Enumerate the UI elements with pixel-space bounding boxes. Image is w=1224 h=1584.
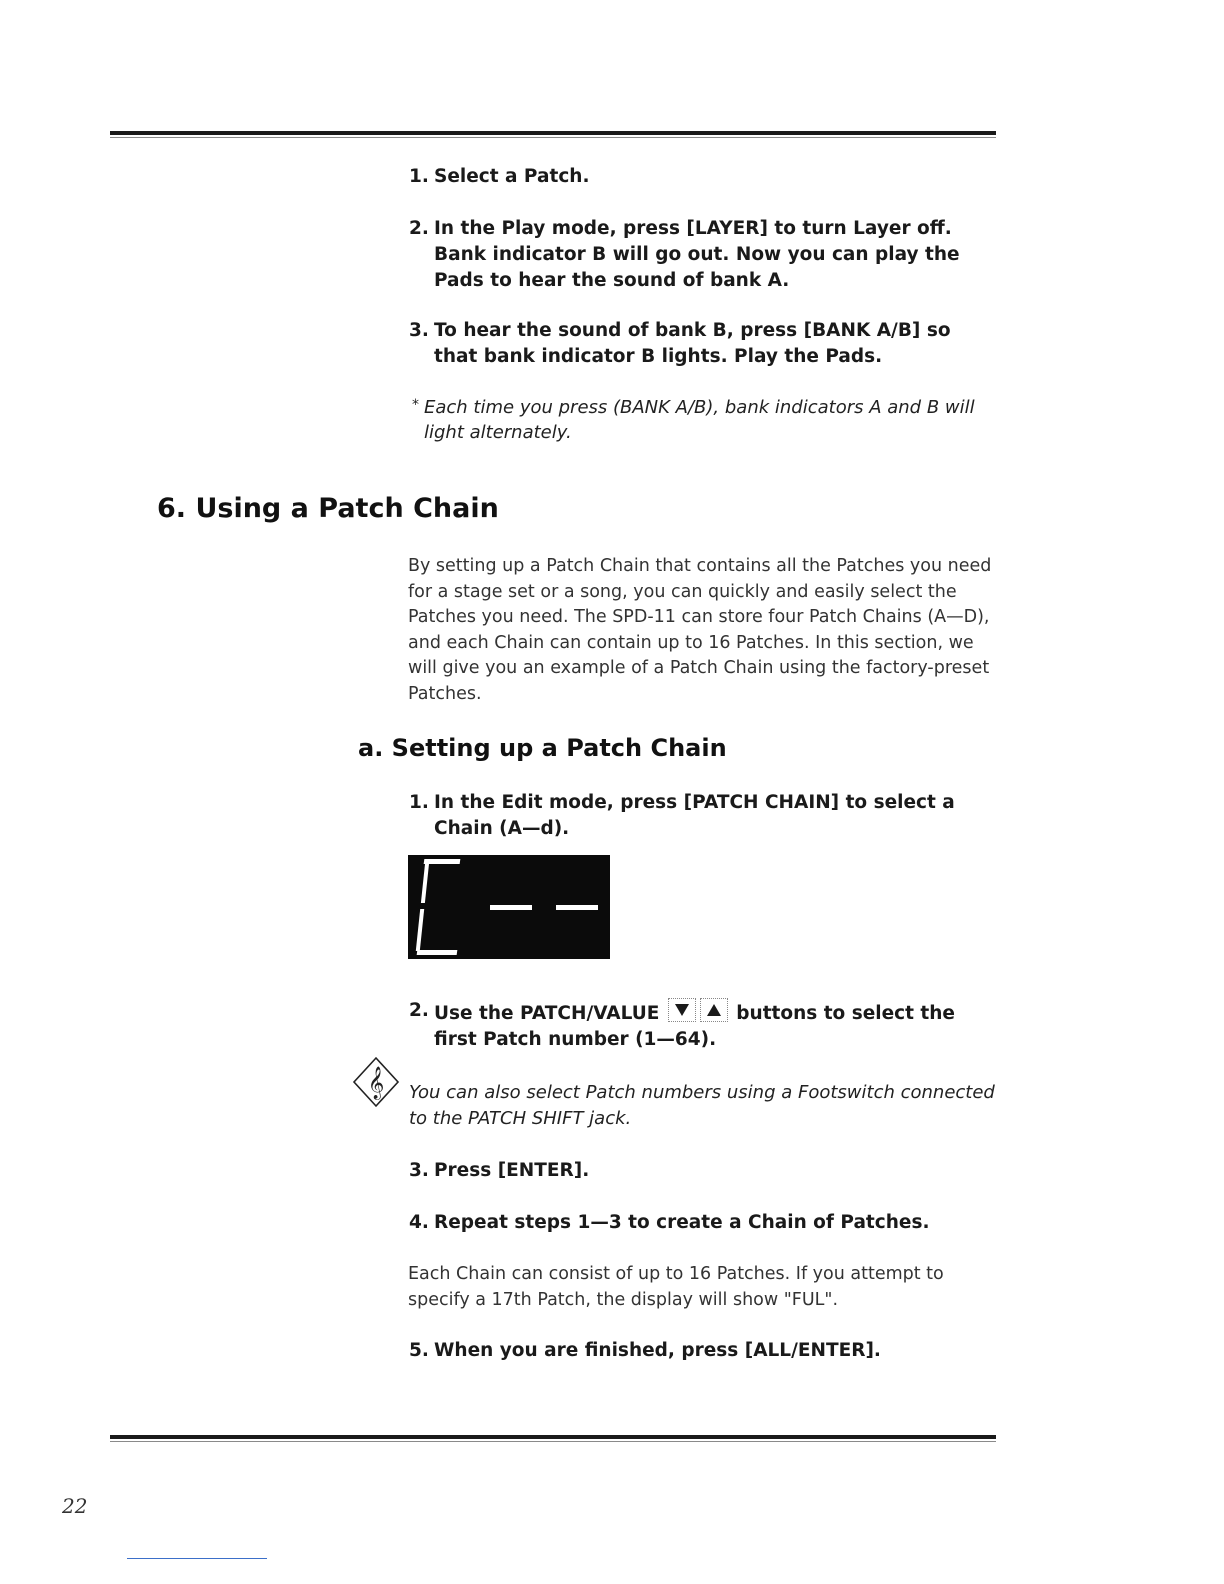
dash-segment [490,905,532,910]
step-bank-b [409,318,999,370]
step-patch-value [409,998,999,1053]
step-number: 1. [409,792,429,813]
step-text: Repeat steps 1—3 to create a Chain of Patches. [434,1212,930,1233]
step-number: 1. [409,166,429,187]
step-text: When you are finished, press [ALL/ENTER]. [434,1340,881,1361]
step-text: To hear the sound of bank B, press [BANK A/B] so that bank indicator B lights. Play the Pads. [434,320,951,367]
step-number: 4. [409,1212,429,1233]
dash-segment [556,905,598,910]
tip-text: You can also select Patch numbers using a Footswitch connected to the PATCH SHIFT jack. [409,1082,995,1129]
step-number: 2. [409,218,429,239]
step-text: Press [ENTER]. [434,1160,590,1181]
step-text-before: Use the PATCH/VALUE [434,1003,660,1024]
chain-limit-paragraph: Each Chain can consist of up to 16 Patches. If you attempt to specify a 17th Patch, the display will show "FUL". [408,1264,944,1310]
bank-note [412,395,1002,445]
step-text: Select a Patch. [434,166,590,187]
note-text: Each time you press (BANK A/B), bank indicators A and B will light alternately. [424,397,975,443]
step-text [409,998,999,1053]
page-number: 22 [62,1494,88,1518]
top-rule [110,131,996,135]
up-arrow-button-icon [700,998,728,1022]
note-mark: * [412,397,419,413]
lcd-display [408,855,610,959]
step-text: In the Play mode, press [LAYER] to turn Layer off. Bank indicator B will go out. Now you can play the Pads to hear the sound of bank A. [434,218,960,291]
step-number: 2. [409,1000,429,1021]
step-press-enter [409,1158,999,1184]
step-text-after: buttons to select the first Patch number (1—64). [434,1003,955,1050]
segment [424,859,461,864]
step-number: 3. [409,1160,429,1181]
step-finish [409,1338,999,1364]
step-repeat [409,1210,999,1236]
footer-line [127,1558,267,1559]
section-intro: By setting up a Patch Chain that contains all the Patches you need for a stage set or a song, you can quickly and easily select the Patches you need. The SPD-11 can store four Patch Chains (A—D), and each Chain can contain up to 16 Patches. In this section, we will give you an example of a Patch Chain using the factory-preset Patches. [408,556,992,704]
segment [417,950,458,955]
segment [416,909,424,951]
treble-clef-tip-icon [352,1056,400,1108]
segment [421,863,429,903]
svg-text:𝄞: 𝄞 [367,1066,385,1099]
step-select-patch [409,164,999,190]
down-arrow-button-icon [668,998,696,1022]
step-number: 5. [409,1340,429,1361]
section-heading: 6. Using a Patch Chain [157,493,499,524]
bottom-rule [110,1435,996,1439]
step-text: In the Edit mode, press [PATCH CHAIN] to select a Chain (A—d). [434,792,955,839]
step-layer-off [409,216,999,294]
subsection-heading: a. Setting up a Patch Chain [358,734,727,762]
step-number: 3. [409,320,429,341]
step-select-chain [409,790,999,842]
